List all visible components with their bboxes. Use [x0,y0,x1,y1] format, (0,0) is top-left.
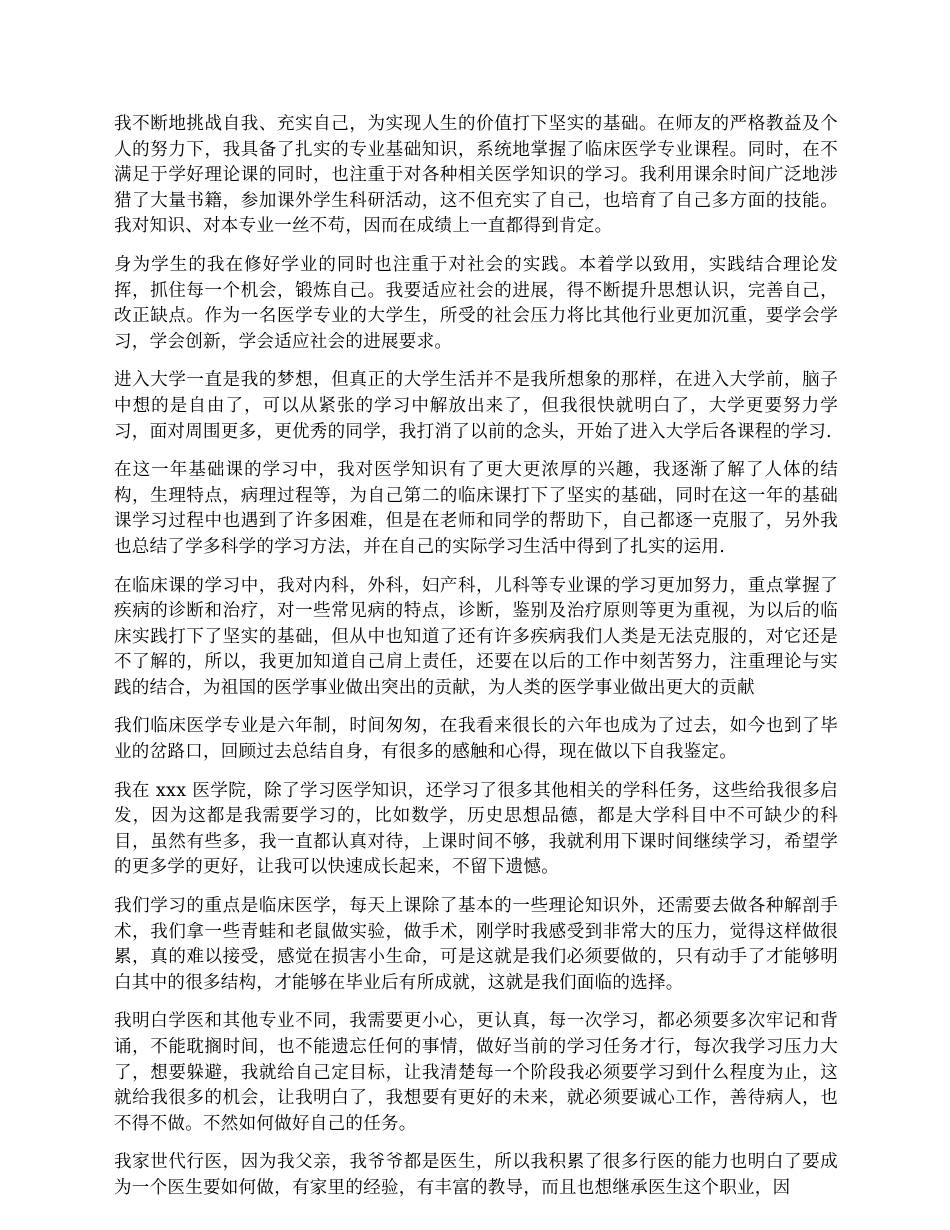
paragraph-2: 身为学生的我在修好学业的同时也注重于对社会的实践。本着学以致用，实践结合理论发挥，抓住每一个机会，锻炼自己。我要适应社会的进展，得不断提升思想认识，完善自己，改正缺点。作为一名医学专业的大学生，所受的社会压力将比其他行业更加沉重，要学会学习，学会创新，学会适应社会的进展要求。 [114,254,838,352]
paragraph-1: 我不断地挑战自我、充实自己，为实现人生的价值打下坚实的基础。在师友的严格教益及个人的努力下，我具备了扎实的专业基础知识，系统地掌握了临床医学专业课程。同时，在不满足于学好理论课的同时，也注重于对各种相关医学知识的学习。我利用课余时间广泛地涉猎了大量书籍，参加课外学生科研活动，这不但充实了自己，也培育了自己多方面的技能。我对知识、对本专业一丝不苟，因而在成绩上一直都得到肯定。 [114,114,838,237]
paragraph-6: 我们临床医学专业是六年制，时间匆匆，在我看来很长的六年也成为了过去，如今也到了毕业的岔路口，回顾过去总结自身，有很多的感触和心得，现在做以下自我鉴定。 [114,716,838,763]
paragraph-3: 进入大学一直是我的梦想，但真正的大学生活并不是我所想象的那样，在进入大学前，脑子中想的是自由了，可以从紧张的学习中解放出来了，但我很快就明白了，大学更要努力学习，面对周围更多，更优秀的同学，我打消了以前的念头，开始了进入大学后各课程的学习. [114,370,838,442]
paragraph-8: 我们学习的重点是临床医学，每天上课除了基本的一些理论知识外，还需要去做各种解剖手术，我们拿一些青蛙和老鼠做实验，做手术，刚学时我感受到非常大的压力，觉得这样做很累，真的难以接受，感觉在损害小生命，可是这就是我们必须要做的，只有动手了才能够明白其中的很多结构，才能够在毕业后有所成就，这就是我们面临的选择。 [114,896,838,993]
paragraph-5: 在临床课的学习中，我对内科，外科，妇产科，儿科等专业课的学习更加努力，重点掌握了疾病的诊断和治疗，对一些常见病的特点，诊断，鉴别及治疗原则等更为重视，为以后的临床实践打下了坚实的基础，但从中也知道了还有许多疾病我们人类是无法克服的，对它还是不了解的，所以，我更加知道自己肩上责任，还要在以后的工作中刻苦努力，注重理论与实践的结合，为祖国的医学事业做出突出的贡献，为人类的医学事业做出更大的贡献 [114,575,838,698]
paragraph-4: 在这一年基础课的学习中，我对医学知识有了更大更浓厚的兴趣，我逐渐了解了人体的结构，生理特点，病理过程等，为自己第二的临床课打下了坚实的基础，同时在这一年的基础课学习过程中也遇到了许多困难，但是在老师和同学的帮助下，自己都逐一克服了，另外我也总结了学多科学的学习方法，并在自己的实际学习生活中得到了扎实的运用. [114,460,838,557]
paragraph-7: 我在 xxx 医学院，除了学习医学知识，还学习了很多其他相关的学科任务，这些给我很多启发，因为这都是我需要学习的，比如数学，历史思想品德，都是大学科目中不可缺少的科目，虽然有些多，我一直都认真对待，上课时间不够，我就利用下课时间继续学习，希望学的更多学的更好，让我可以快速成长起来，不留下遗憾。 [114,780,838,878]
document-page [114,112,838,1215]
paragraph-9: 我明白学医和其他专业不同，我需要更小心，更认真，每一次学习，都必须要多次牢记和背诵，不能耽搁时间，也不能遗忘任何的事情，做好当前的学习任务才行，每次我学习压力大了，想要躲避，我就给自己定目标，让我清楚每一个阶段我必须要学习到什么程度为止，这就给我很多的机会，让我明白了，我想要有更好的未来，就必须要诚心工作，善待病人，也不得不做。不然如何做好自己的任务。 [114,1011,838,1134]
paragraph-10: 我家世代行医，因为我父亲，我爷爷都是医生，所以我积累了很多行医的能力也明白了要成为一个医生要如何做，有家里的经验，有丰富的教导，而且也想继承医生这个职业，因 [114,1152,838,1198]
